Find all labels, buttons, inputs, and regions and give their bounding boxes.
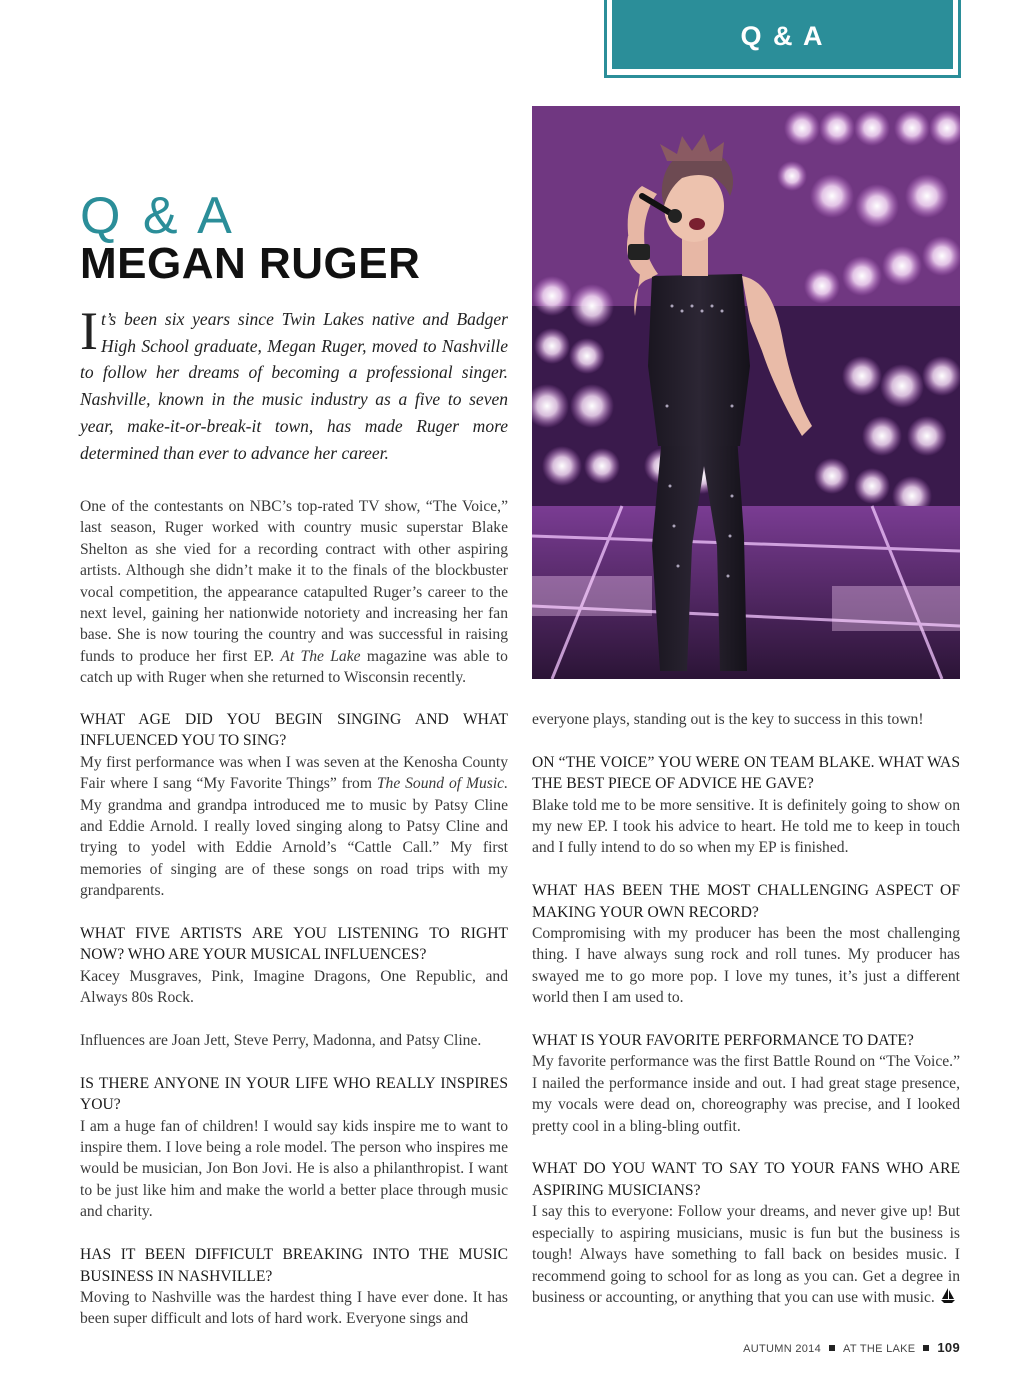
answer-6: Compromising with my producer has been the most challenging thing. I have always sung rock and roll tunes. My producer has swayed me to go more pop. I love my tunes, it’s just a different world then I am used to.: [532, 925, 960, 1007]
question-6: WHAT HAS BEEN THE MOST CHALLENGING ASPECT OF MAKING YOUR OWN RECORD?: [532, 882, 960, 921]
footer-issue: AUTUMN 2014: [743, 1343, 822, 1355]
answer-4-part-1: Moving to Nashville was the hardest thing I have ever done. It has been super difficult and lots of hard work. Everyone sings and: [80, 1288, 508, 1328]
answer-8: [532, 1201, 960, 1310]
singer-photo: [532, 106, 960, 679]
article-kicker: Q & A: [80, 187, 236, 245]
answer-8-text: I say this to everyone: Follow your dreams, and never give up! But especially to aspiring musicians, music is fun but the business is tough! Always have something to fall back on besides music. I recommend going to school for as long as you can. Get a degree in business or accounting, or anything that you can use with music.: [532, 1203, 960, 1306]
section-tab-label: Q & A: [612, 0, 953, 69]
intro-text: t’s been six years since Twin Lakes native and Badger High School graduate, Megan Ruger, moved to Nashville to follow her dreams of becoming a professional singer. Nashville, known in the music industry as a five to seven year, make-it-or-break-it town, has made Ruger more determined than ever to advance her career.: [80, 309, 508, 463]
answer-1-text-b: My grandma and grandpa introduced me to music by Patsy Cline and Eddie Arnold. I really loved singing along to Patsy Cline and trying to yodel with Eddie Arnold’s “Cattle Call.” My first memories of singing are of these songs on road trips with my grandparents.: [80, 796, 508, 900]
article-title: MEGAN RUGER: [80, 239, 421, 288]
question-7: WHAT IS YOUR FAVORITE PERFORMANCE TO DATE?: [532, 1032, 914, 1050]
section-tab: [604, 0, 961, 78]
answer-1: [80, 752, 508, 902]
answer-1-text-a: My first performance was when I was seven at the Kenosha County Fair where I sang “My Favorite Things” from: [80, 753, 508, 793]
qa-column-right: [532, 709, 960, 1310]
question-5: ON “THE VOICE” YOU WERE ON TEAM BLAKE. WHAT WAS THE BEST PIECE OF ADVICE HE GAVE?: [532, 753, 960, 793]
answer-2-influences: Influences are Joan Jett, Steve Perry, Madonna, and Patsy Cline.: [80, 1032, 482, 1050]
question-2: WHAT FIVE ARTISTS ARE YOU LISTENING TO RIGHT NOW? WHO ARE YOUR MUSICAL INFLUENCES?: [80, 925, 508, 964]
answer-4-part-2: everyone plays, standing out is the key to success in this town!: [532, 711, 924, 728]
answer-1-title: The Sound of Music.: [376, 775, 508, 793]
stage-illustration: [532, 106, 960, 679]
footer-magazine: AT THE LAKE: [843, 1343, 916, 1355]
lede-text-2: magazine was able to catch up with Ruger when she returned to Wisconsin recently.: [80, 647, 508, 687]
drop-cap: I: [80, 301, 98, 361]
question-1: WHAT AGE DID YOU BEGIN SINGING AND WHAT INFLUENCED YOU TO SING?: [80, 711, 508, 750]
article-intro: [80, 301, 508, 466]
question-4: HAS IT BEEN DIFFICULT BREAKING INTO THE MUSIC BUSINESS IN NASHVILLE?: [80, 1246, 508, 1285]
question-3: IS THERE ANYONE IN YOUR LIFE WHO REALLY INSPIRES YOU?: [80, 1074, 508, 1114]
answer-3: I am a huge fan of children! I would say kids inspire me to want to inspire them. I love being a role model. The person who inspires me would be musician, Jon Bon Jovi. He is also a philanthropist. I want to be just like him and make the world a better place through music and charity.: [80, 1117, 508, 1221]
sailboat-icon: [941, 1288, 955, 1310]
answer-7: My favorite performance was the first Battle Round on “The Voice.” I nailed the performance inside and out. I had great stage presence, my vocals were dead on, choreography was precise, and I looked pretty cool in a bling-bling outfit.: [532, 1053, 960, 1135]
answer-2: Kacey Musgraves, Pink, Imagine Dragons, One Republic, and Always 80s Rock.: [80, 967, 508, 1007]
page-number: 109: [937, 1340, 960, 1355]
footer-separator: [923, 1345, 929, 1351]
page-footer: [743, 1340, 960, 1355]
footer-separator: [829, 1345, 835, 1351]
magazine-name: At The Lake: [280, 647, 361, 665]
article-lede: [80, 496, 508, 689]
qa-column-left: [80, 709, 508, 1330]
answer-5: Blake told me to be more sensitive. It is definitely going to show on my new EP. I took his advice to heart. He told me to keep in touch and I fully intend to do so when my EP is finished.: [532, 796, 960, 857]
question-8: WHAT DO YOU WANT TO SAY TO YOUR FANS WHO ARE ASPIRING MUSICIANS?: [532, 1160, 960, 1199]
lede-text-1: One of the contestants on NBC’s top-rated TV show, “The Voice,” last season, Ruger worked with country music superstar Blake Shelton as she vied for a recording contract with other aspiring artists. Although she didn’t make it to the finals of the blockbuster vocal competition, the appearance catapulted Ruger’s career to the next level, gaining her nationwide notoriety and increasing her fan base. She is now touring the country and was successful in raising funds to produce her first EP.: [80, 498, 508, 665]
